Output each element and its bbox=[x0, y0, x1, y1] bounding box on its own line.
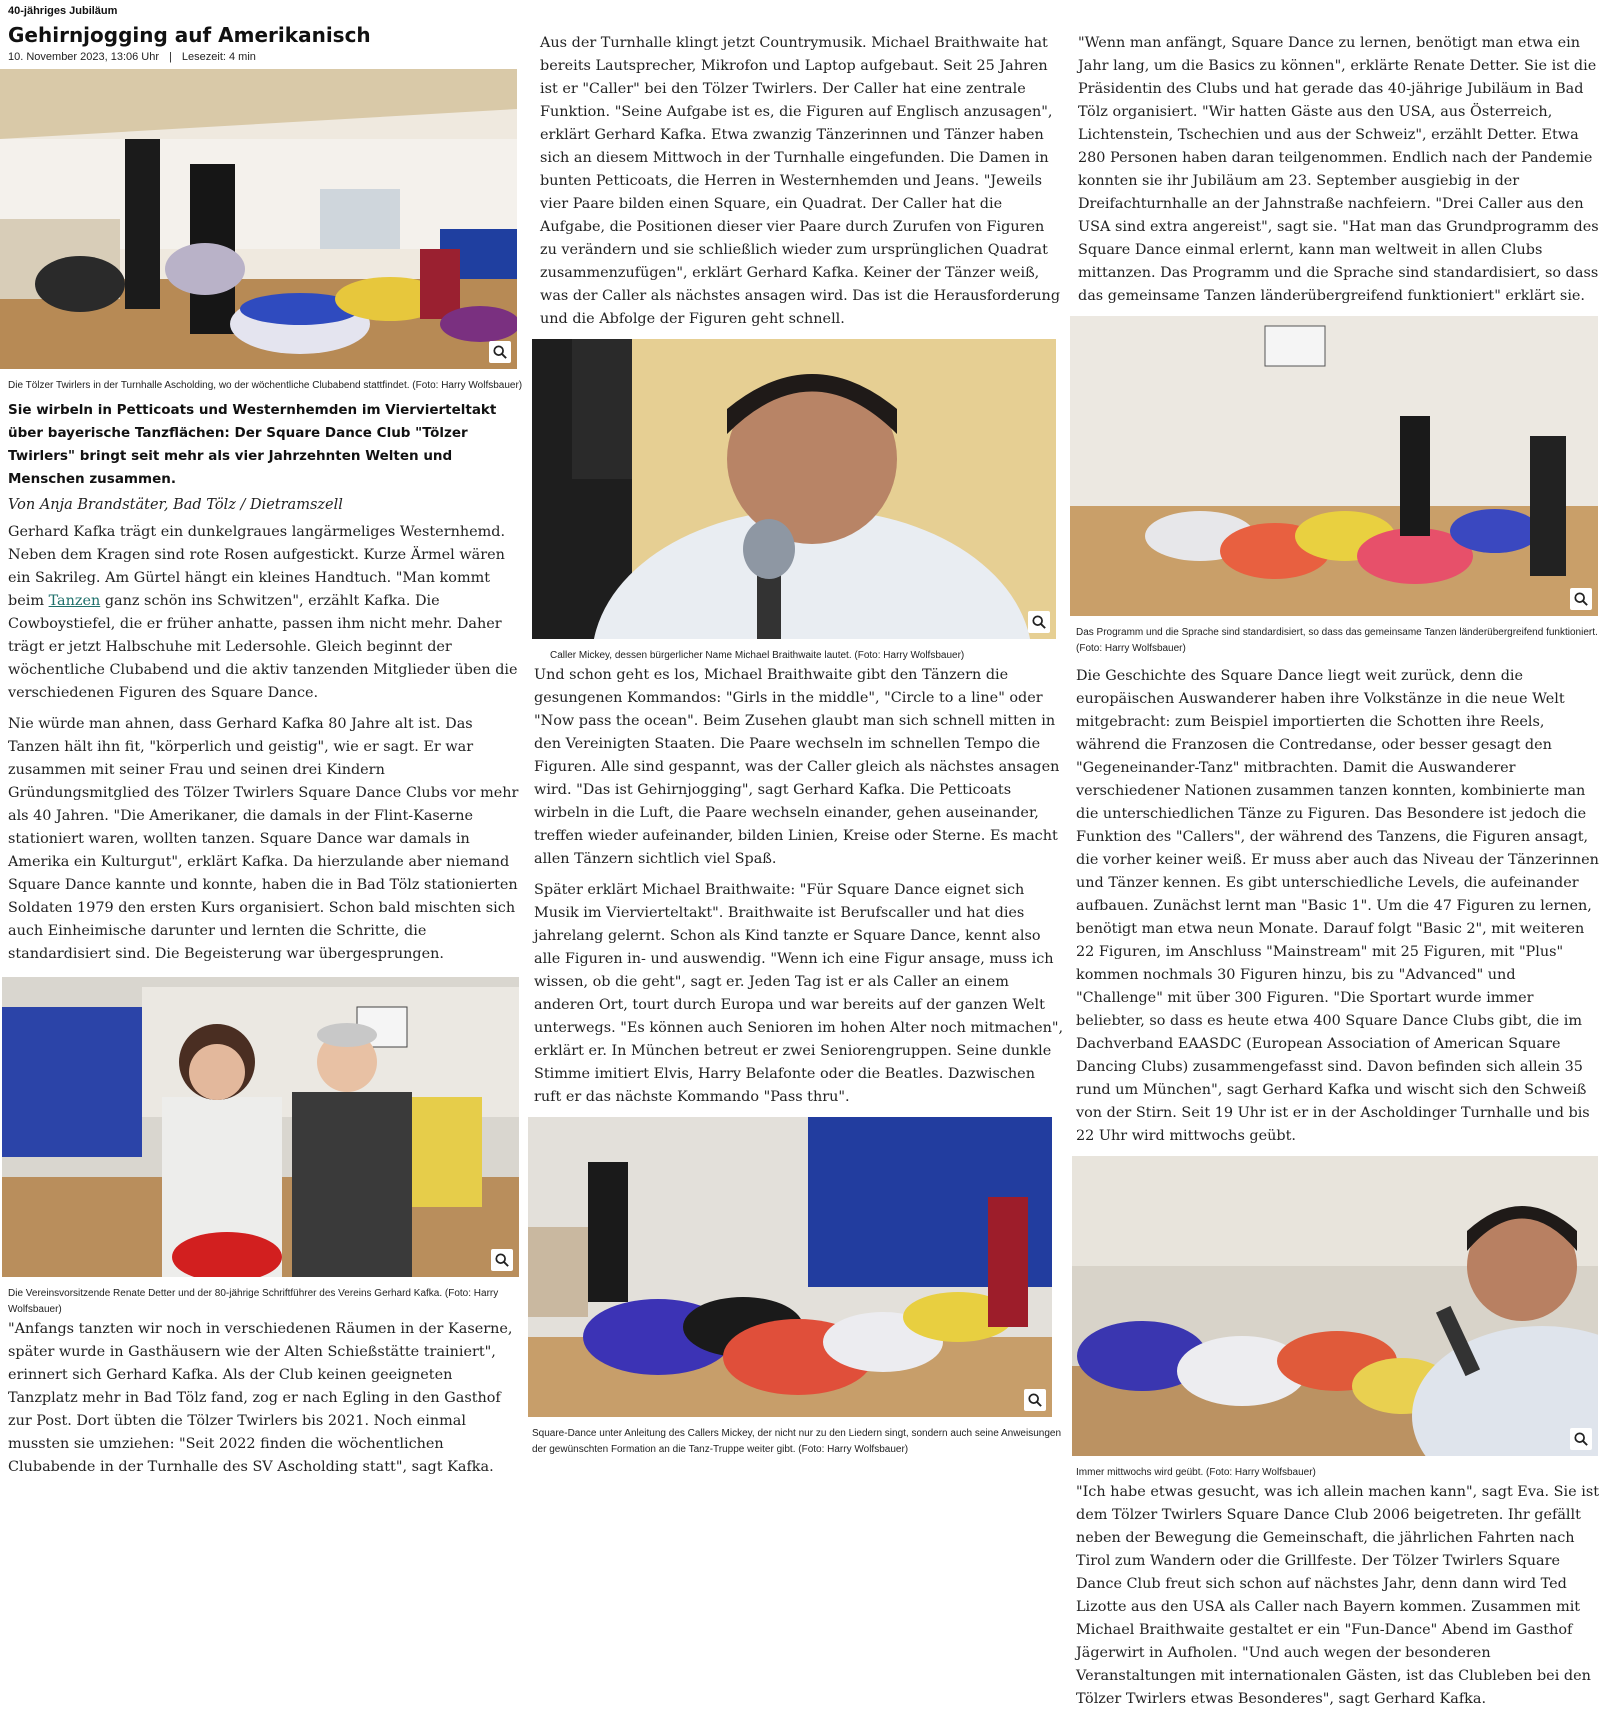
photo-caption: Square-Dance unter Anleitung des Callers Mickey, der nicht nur zu den Liedern singt, sondern auch seine Anweisungen der gewünschten Formation an die Tanz-Truppe weiter gibt. (Foto: Harry Wolfsbauer) bbox=[532, 1428, 1062, 1455]
photo-detter-kafka[interactable] bbox=[2, 977, 519, 1277]
photo-caller-mickey[interactable] bbox=[532, 339, 1056, 639]
article-kicker: 40-jähriges Jubiläum bbox=[8, 5, 118, 17]
magnifier-icon bbox=[493, 345, 507, 359]
photo-caption: Das Programm und die Sprache sind standardisiert, so dass das gemeinsame Tanzen länderübergreifend funktioniert. (Foto: Harry Wolfsbauer) bbox=[1076, 627, 1598, 654]
photo-caption: Immer mittwochs wird geübt. (Foto: Harry Wolfsbauer) bbox=[1076, 1467, 1316, 1478]
reading-time: Lesezeit: 4 min bbox=[181, 51, 256, 63]
magnifier-icon bbox=[1032, 615, 1046, 629]
photo-dancers-hall-image bbox=[0, 69, 517, 369]
magnifier-icon bbox=[1574, 1432, 1588, 1446]
paragraph-text: Gerhard Kafka trägt ein dunkelgraues langärmeliges Westernhemd. Neben dem Kragen sind rote Rosen aufgestickt. Kurze Ärmel wären ein Sakrileg. Am Gürtel hängt ein kleines Handtuch. "Man kommt beim bbox=[8, 524, 506, 609]
zoom-button[interactable] bbox=[1024, 1389, 1046, 1411]
meta-separator: | bbox=[169, 51, 172, 63]
paragraph: Und schon geht es los, Michael Braithwaite gibt den Tänzern die gesungenen Kommandos: "Girls in the middle", "Circle to a line" oder "Now pass the ocean". Beim Zusehen glaubt man sich schnell mitten in den Vereinigten Staaten. Die Paare wechseln im schnellen Tempo die Figuren. Alle sind gespannt, was der Caller gleich als nächstes ansagen wird. "Das ist Gehirnjogging", sagt Gerhard Kafka. Die Petticoats wirbeln in die Luft, die Paare wechseln einander, gehen auseinander, treffen wieder aufeinander, bilden Linien, Kreise oder Sterne. Es macht allen Tänzern sichtlich viel Spaß. bbox=[534, 667, 1060, 867]
photo-mittwochs[interactable] bbox=[1072, 1156, 1598, 1456]
paragraph: Die Geschichte des Square Dance liegt weit zurück, denn die europäischen Auswanderer haben ihre Volkstänze in die neue Welt mitgebracht: zum Beispiel importierten die Schotten ihre Reels, während die Franzosen die Contredanse, oder besser gesagt den "Gegeneinander-Tanz" mitbrachten. Damit die Auswanderer verschiedener Nationen zusammen tanzen konnten, kombinierte man die unterschiedlichen Tänze zu Figuren. Das Besondere ist jedoch die Funktion des "Callers", der während des Tanzens, die Figuren ansagt, die vorher keiner weiß. Er muss aber auch das Niveau der Tänzerinnen und Tänzer kennen. Es gibt unterschiedliche Levels, die aufeinander aufbauen. Zunächst lernt man "Basic 1". Um die 47 Figuren zu lernen, benötigt man etwa neun Monate. Darauf folgt "Basic 2", mit weiteren 22 Figuren, im Anschluss "Mainstream" mit 25 Figuren, mit "Plus" kommen nochmals 30 Figuren hinzu, bis zu "Advanced" und "Challenge" mit über 300 Figuren. "Die Sportart wurde immer beliebter, so dass es heute etwa 400 Square Dance Clubs gibt, die im Dachverband EAASDC (European Association of American Square Dancing Clubs) zusammengefasst sind. Davon befinden sich allein 35 rund um München", sagt Gerhard Kafka und wischt sich den Schweiß von der Stirn. Seit 19 Uhr ist er in der Ascholdinger Turnhalle und bis 22 Uhr wird mittwochs geübt. bbox=[1076, 668, 1599, 1144]
photo-dance-circle-image bbox=[1070, 316, 1598, 616]
tanzen-link[interactable]: Tanzen bbox=[48, 593, 101, 609]
article-headline: Gehirnjogging auf Amerikanisch bbox=[8, 23, 371, 47]
article-byline: Von Anja Brandstäter, Bad Tölz / Dietramszell bbox=[8, 497, 343, 513]
magnifier-icon bbox=[1574, 592, 1588, 606]
photo-square-dance-group[interactable] bbox=[528, 1117, 1052, 1417]
paragraph: Später erklärt Michael Braithwaite: "Für Square Dance eignet sich Musik im Viervierteltakt". Braithwaite ist Berufscaller und hat dies jahrelang gelernt. Schon als Kind tanzte er Square Dance, kennt also alle Figuren in- und auswendig. "Wenn ich eine Figur ansage, muss ich wissen, ob die geht", sagt er. Jeden Tag ist er als Caller an einem anderen Ort, tourt durch Europa und war bereits auf der ganzen Welt unterwegs. "Es können auch Senioren im hohen Alter noch mitmachen", erklärt er. In München betreut er zwei Seniorengruppen. Seine dunkle Stimme imitiert Elvis, Harry Belafonte oder die Beatles. Dazwischen ruft er das nächste Kommando "Pass thru". bbox=[534, 882, 1064, 1105]
zoom-button[interactable] bbox=[489, 341, 511, 363]
article-lede: Sie wirbeln in Petticoats und Westernhemden im Viervierteltakt über bayerische Tanzflächen: Der Square Dance Club "Tölzer Twirlers" bringt seit mehr als vier Jahrzehnten Welten und Menschen zusammen. bbox=[8, 402, 497, 487]
photo-caption: Caller Mickey, dessen bürgerlicher Name Michael Braithwaite lautet. (Foto: Harry Wolfsbauer) bbox=[550, 650, 965, 661]
zoom-button[interactable] bbox=[1028, 611, 1050, 633]
article-column-1 bbox=[8, 0, 525, 1487]
photo-mittwochs-image bbox=[1072, 1156, 1598, 1456]
photo-caption: Die Tölzer Twirlers in der Turnhalle Ascholding, wo der wöchentliche Clubabend stattfindet. (Foto: Harry Wolfsbauer) bbox=[8, 380, 523, 391]
photo-dance-circle[interactable] bbox=[1070, 316, 1598, 616]
photo-caller-mickey-image bbox=[532, 339, 1056, 639]
paragraph bbox=[8, 521, 525, 705]
paragraph: Nie würde man ahnen, dass Gerhard Kafka 80 Jahre alt ist. Das Tanzen hält ihn fit, "körperlich und geistig", wie er sagt. Er war zusammen mit seiner Frau und seinen drei Kindern Gründungsmitglied des Tölzer Twirlers Square Dance Clubs vor mehr als 40 Jahren. "Die Amerikaner, die damals in der Flint-Kaserne stationiert waren, wollten tanzen. Square Dance war damals in Amerika ein Kulturgut", erklärt Kafka. Da hierzulande aber niemand Square Dance kannte und konnte, haben die in Bad Tölz stationierten Soldaten 1979 den ersten Kurs organisiert. Schon bald mischten sich auch Einheimische darunter und lernten die Schritte, die standardisiert sind. Die Begeisterung war übergesprungen. bbox=[8, 716, 519, 962]
photo-detter-kafka-image bbox=[2, 977, 519, 1277]
photo-square-dance-group-image bbox=[528, 1117, 1052, 1417]
paragraph-text: ganz schön ins Schwitzen", erzählt Kafka. Die Cowboystiefel, die er früher anhatte, passen ihm nicht mehr. Daher trägt er jetzt Halbschuhe mit Ledersohle. Gleich beginnt der wöchentliche Clubabend und die aktiv tanzenden Mitglieder üben die verschiedenen Figuren des Square Dance. bbox=[8, 593, 518, 701]
magnifier-icon bbox=[495, 1253, 509, 1267]
paragraph: Aus der Turnhalle klingt jetzt Countrymusik. Michael Braithwaite hat bereits Lautsprecher, Mikrofon und Laptop aufgebaut. Seit 25 Jahren ist er "Caller" bei den Tölzer Twirlers. Der Caller hat eine zentrale Funktion. "Seine Aufgabe ist es, die Figuren auf Englisch anzusagen", erklärt Gerhard Kafka. Etwa zwanzig Tänzerinnen und Tänzer haben sich an diesem Mittwoch in der Turnhalle eingefunden. Die Damen in bunten Petticoats, die Herren in Westernhemden und Jeans. "Jeweils vier Paare bilden einen Square, ein Quadrat. Der Caller hat die Aufgabe, die Positionen dieser vier Paare durch Zurufen von Figuren zu verändern und sie schließlich wieder zum ursprünglichen Quadrat zusammenzufügen", erklärt Gerhard Kafka. Keiner der Tänzer weiß, was der Caller als nächstes ansagen wird. Das ist die Herausforderung und die Abfolge der Figuren geht schnell. bbox=[540, 35, 1061, 327]
photo-dancers-hall[interactable] bbox=[0, 69, 517, 369]
zoom-button[interactable] bbox=[491, 1249, 513, 1271]
zoom-button[interactable] bbox=[1570, 1428, 1592, 1450]
publish-date: 10. November 2023, 13:06 Uhr bbox=[8, 51, 160, 63]
article-column-3 bbox=[1070, 0, 1600, 1719]
zoom-button[interactable] bbox=[1570, 588, 1592, 610]
magnifier-icon bbox=[1028, 1393, 1042, 1407]
paragraph: "Ich habe etwas gesucht, was ich allein machen kann", sagt Eva. Sie ist dem Tölzer Twirlers Square Dance Club 2006 beigetreten. Ihr gefällt neben der Bewegung die Gemeinschaft, die jährlichen Fahrten nach Tirol zum Wandern oder die Grillfeste. Der Tölzer Twirlers Square Dance Club freut sich schon auf nächstes Jahr, denn dann wird Ted Lizotte aus den USA als Caller nach Bayern kommen. Zusammen mit Michael Braithwaite gestaltet er ein "Fun-Dance" Abend im Gasthof Jägerwirt in Aufholen. "Und auch wegen der besonderen Veranstaltungen mit internationalen Gästen, ist das Clubleben bei den Tölzer Twirlers etwas Besonderes", sagt Gerhard Kafka. bbox=[1076, 1484, 1599, 1707]
article-meta bbox=[8, 51, 525, 63]
paragraph: "Wenn man anfängt, Square Dance zu lernen, benötigt man etwa ein Jahr lang, um die Basics zu können", erklärte Renate Detter. Sie ist die Präsidentin des Clubs und hat gerade das 40-jährige Jubiläum in Bad Tölz organisiert. "Wir hatten Gäste aus den USA, aus Österreich, Lichtenstein, Tschechien und aus der Schweiz", erzählt Detter. Etwa 280 Personen haben daran teilgenommen. Endlich nach der Pandemie konnten sie ihr Jubiläum am 23. September ausgiebig in der Dreifachturnhalle an der Jahnstraße nachfeiern. "Drei Caller aus den USA sind extra angereist", sagt sie. "Hat man das Grundprogramm des Square Dance einmal erlernt, kann man weltweit in allen Clubs mittanzen. Das Programm und die Sprache sind standardisiert, so dass das gemeinsame Tanzen länderübergreifend funktioniert" erklärt sie. bbox=[1078, 35, 1599, 304]
article-column-2 bbox=[532, 0, 1064, 1458]
paragraph: "Anfangs tanzten wir noch in verschiedenen Räumen in der Kaserne, später wurde in Gasthäusern wie der Alten Schießstätte trainiert", erinnert sich Gerhard Kafka. Als der Club keinen geeigneten Tanzplatz mehr in Bad Tölz fand, zog er nach Egling in den Gasthof zur Post. Dort übten die Tölzer Twirlers bis 2021. Noch einmal mussten sie umziehen: "Seit 2022 finden die wöchentlichen Clubabende in der Turnhalle des SV Ascholding statt", sagt Kafka. bbox=[8, 1321, 513, 1475]
photo-caption: Die Vereinsvorsitzende Renate Detter und der 80-jährige Schriftführer des Vereins Gerhard Kafka. (Foto: Harry Wolfsbauer) bbox=[8, 1288, 499, 1315]
